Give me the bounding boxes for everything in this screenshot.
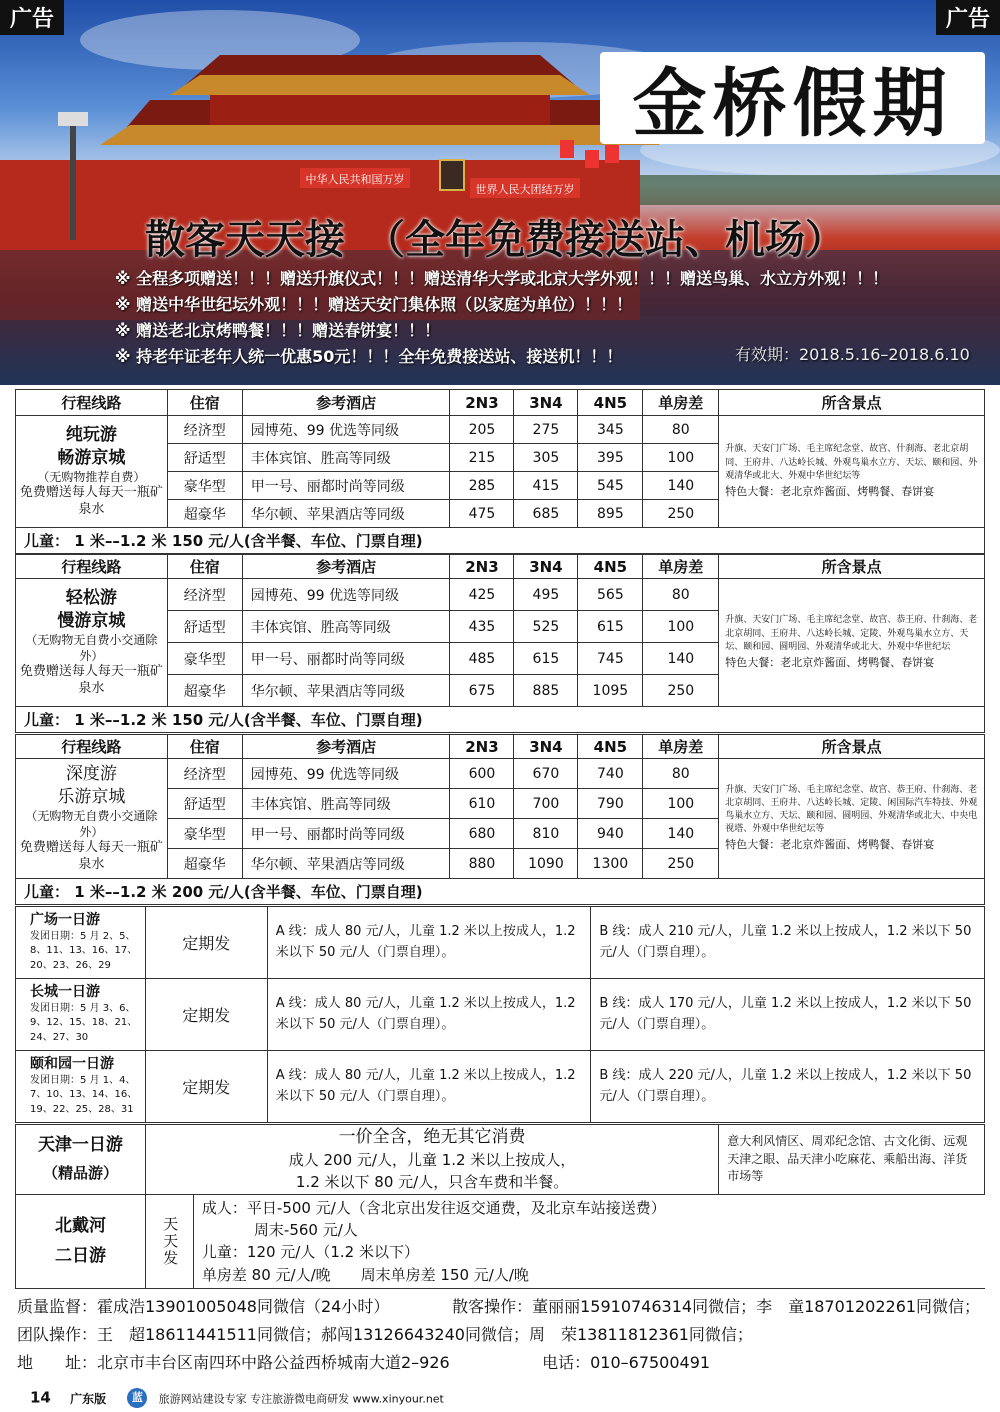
spots-cell [719, 579, 985, 707]
single-cell: 140 [643, 643, 719, 675]
footer-line [17, 1294, 980, 1317]
hotel-cell: 华尔顿、苹果酒店等同级 [242, 500, 450, 528]
price-cell: 880 [450, 849, 514, 879]
header-single: 单房差 [643, 735, 719, 759]
price-cell: 435 [450, 611, 514, 643]
hotel-cell: 华尔顿、苹果酒店等同级 [242, 675, 450, 707]
header-3n4: 3N4 [514, 735, 578, 759]
tianjin-price-cell [145, 1125, 718, 1195]
day-tour-cell [16, 907, 146, 979]
banner-sign-right: 世界人民大团结万岁 [475, 183, 575, 196]
stay-cell: 超豪华 [167, 675, 242, 707]
price-cell: 685 [514, 500, 578, 528]
header-3n4: 3N4 [514, 390, 578, 416]
table-row [16, 1051, 985, 1123]
hotel-cell: 园博苑、99 优选等同级 [242, 416, 450, 444]
banner-sign-left: 中华人民共和国万岁 [305, 173, 405, 186]
tianjin-title: 天津一日游 [37, 1135, 123, 1156]
header-4n5: 4N5 [578, 555, 643, 579]
price-cell: 565 [578, 579, 643, 611]
hotel-cell: 丰体宾馆、胜高等同级 [242, 611, 450, 643]
spots-text: 升旗、天安门广场、毛主席纪念堂、故宫、恭王府、什刹海、老北京胡同、王府井、八达岭长城、定陵、闲国际汽车特技、外观鸟巢水立方、天坛、颐和园、圆明园、外观清华或北大、中央电视塔、外观中华世纪坛等 [725, 784, 978, 835]
beidaihe-price-line: 儿童：120 元/人（1.2 米以下） [201, 1243, 419, 1262]
ad-tag-right: 广告 [936, 0, 1000, 35]
brand-logo-text: 金桥假期 [600, 52, 985, 144]
line-a-text: A 线：成人 80 元/人，儿童 1.2 米以上按成人，1.2 米以下 50 元/人（门票自理）。 [267, 979, 591, 1051]
single-cell: 250 [643, 675, 719, 707]
header-2n3: 2N3 [450, 555, 514, 579]
hotel-cell: 园博苑、99 优选等同级 [242, 759, 450, 789]
header-2n3: 2N3 [450, 735, 514, 759]
header-single: 单房差 [643, 555, 719, 579]
tianjin-slogan: 一价全含，绝无其它消费 [338, 1127, 526, 1148]
route-title: 纯玩游 [65, 424, 117, 445]
single-cell: 100 [643, 444, 719, 472]
route-note: （无购物推荐自费） [37, 469, 146, 484]
blue-logo-icon: 蓝 [127, 1388, 147, 1408]
stay-cell: 经济型 [167, 759, 242, 789]
single-cell: 140 [643, 472, 719, 500]
route-note: （无购物无自费小交通除外） [25, 808, 158, 839]
footer-line [17, 1350, 710, 1373]
price-cell: 675 [450, 675, 514, 707]
price-cell: 485 [450, 643, 514, 675]
price-cell: 885 [514, 675, 578, 707]
price-cell: 475 [450, 500, 514, 528]
hotel-cell: 甲一号、丽都时尚等同级 [242, 819, 450, 849]
edition-label: 广东版 [70, 1391, 107, 1406]
day-tour-title: 长城一日游 [30, 984, 100, 1000]
price-cell: 1300 [578, 849, 643, 879]
beidaihe-subtitle: 二日游 [54, 1246, 106, 1267]
price-cell: 615 [514, 643, 578, 675]
promo-line: ※ 持老年证老年人统一优惠50元！！！全年免费接送站、接送机！！！ [115, 347, 623, 366]
promo-line: ※ 赠送老北京烤鸭餐！！！赠送春饼宴！！！ [115, 321, 441, 340]
table-row [16, 759, 985, 789]
price-cell: 285 [450, 472, 514, 500]
promo-line: ※ 全程多项赠送！！！赠送升旗仪式！！！赠送清华大学或北京大学外观！！！赠送鸟巢、水立方外观！！！ [115, 269, 889, 288]
single-cell: 80 [643, 759, 719, 789]
phone: 电话：010–67500491 [542, 1353, 711, 1372]
header-stay: 住宿 [167, 555, 242, 579]
day-tour-dates: 发团日期：5 月 1、4、7、10、13、14、16、19、22、25、28、31 [30, 1074, 138, 1115]
spots-text: 升旗、天安门广场、毛主席纪念堂、故宫、恭王府、什刹海、老北京胡同、王府井、八达岭长城、定陵、外观鸟巢水立方、天坛、颐和园、圆明园、外观清华或北大、外观中华世纪坛 [725, 615, 978, 652]
spots-text: 升旗、天安门广场、毛主席纪念堂、故宫、什刹海、老北京胡同、王府井、八达岭长城、外观鸟巢水立方、天坛、颐和园、外观清华或北大、外观中华世纪坛等 [725, 444, 978, 481]
stay-cell: 经济型 [167, 416, 242, 444]
tianjin-table [15, 1124, 985, 1195]
price-cell: 1095 [578, 675, 643, 707]
price-cell: 670 [514, 759, 578, 789]
promo-line: ※ 赠送中华世纪坛外观！！！赠送天安门集体照（以家庭为单位）！！！ [115, 295, 633, 314]
header-single: 单房差 [643, 390, 719, 416]
price-cell: 495 [514, 579, 578, 611]
header-hotel: 参考酒店 [242, 555, 450, 579]
page-footer [30, 1388, 444, 1408]
beidaihe-table [15, 1194, 985, 1289]
tianjin-subtitle: （精品游） [42, 1163, 118, 1182]
stay-cell: 超豪华 [167, 849, 242, 879]
quality-contact: 质量监督：霍成浩13901005048同微信（24小时） [17, 1297, 390, 1316]
header-spots: 所含景点 [719, 735, 985, 759]
route-cell [16, 759, 168, 879]
day-tours-table [15, 906, 985, 1123]
price-cell: 615 [578, 611, 643, 643]
header-route: 行程线路 [16, 555, 168, 579]
meal-text: 特色大餐：老北京炸酱面、烤鸭餐、春饼宴 [725, 838, 935, 852]
price-cell: 745 [578, 643, 643, 675]
day-tour-title: 广场一日游 [30, 912, 100, 928]
hotel-cell: 甲一号、丽都时尚等同级 [242, 643, 450, 675]
header-spots: 所含景点 [719, 390, 985, 416]
route-gift: 免费赠送每人每天一瓶矿泉水 [19, 485, 163, 518]
route-subtitle: 畅游京城 [57, 447, 126, 468]
child-price-note: 儿童： 1 米––1.2 米 200 元/人(含半餐、车位、门票自理) [16, 879, 985, 905]
header-route: 行程线路 [16, 390, 168, 416]
header-route: 行程线路 [16, 735, 168, 759]
hotel-cell: 华尔顿、苹果酒店等同级 [242, 849, 450, 879]
stay-cell: 豪华型 [167, 643, 242, 675]
meal-text: 特色大餐：老北京炸酱面、烤鸭餐、春饼宴 [725, 655, 935, 669]
price-cell: 790 [578, 789, 643, 819]
stay-cell: 舒适型 [167, 789, 242, 819]
header-3n4: 3N4 [514, 555, 578, 579]
page-slogan: 旅游网站建设专家 专注旅游微电商研发 www.xinyour.net [158, 1392, 444, 1406]
day-tour-mode: 定期发 [145, 1051, 267, 1123]
header-stay: 住宿 [167, 390, 242, 416]
price-cell: 345 [578, 416, 643, 444]
stay-cell: 经济型 [167, 579, 242, 611]
single-cell: 140 [643, 819, 719, 849]
header-4n5: 4N5 [578, 735, 643, 759]
tianjin-title-cell [16, 1125, 146, 1195]
table-row [16, 416, 985, 444]
header-hotel: 参考酒店 [242, 390, 450, 416]
beidaihe-price-line: 单房差 80 元/人/晚 周末单房差 150 元/人/晚 [201, 1265, 529, 1284]
stay-cell: 舒适型 [167, 611, 242, 643]
price-cell: 1090 [514, 849, 578, 879]
single-cell: 100 [643, 611, 719, 643]
price-cell: 600 [450, 759, 514, 789]
route-gift: 免费赠送每人每天一瓶矿泉水 [19, 664, 163, 697]
beidaihe-title-cell [16, 1195, 146, 1289]
price-cell: 610 [450, 789, 514, 819]
header-stay: 住宿 [167, 735, 242, 759]
banner [0, 0, 1000, 385]
price-cell: 205 [450, 416, 514, 444]
meal-text: 特色大餐：老北京炸酱面、烤鸭餐、春饼宴 [725, 484, 935, 498]
price-cell: 415 [514, 472, 578, 500]
route-gift: 免费赠送每人每天一瓶矿泉水 [19, 840, 163, 873]
route-title: 轻松游 [65, 588, 117, 609]
single-cell: 250 [643, 849, 719, 879]
stay-cell: 豪华型 [167, 472, 242, 500]
hotel-cell: 丰体宾馆、胜高等同级 [242, 444, 450, 472]
route-subtitle: 慢游京城 [57, 611, 126, 632]
tianjin-price-line: 1.2 米以下 80 元/人，只含车费和半餐。 [295, 1172, 569, 1191]
footer-line [17, 1322, 753, 1345]
package-table-1 [15, 389, 985, 554]
page-number: 14 [30, 1388, 51, 1407]
single-cell: 100 [643, 789, 719, 819]
spots-cell [719, 759, 985, 879]
beidaihe-price-cell [193, 1195, 985, 1289]
header-4n5: 4N5 [578, 390, 643, 416]
day-tour-dates: 发团日期：5 月 3、6、9、12、15、18、21、24、27、30 [30, 1002, 138, 1043]
price-cell: 545 [578, 472, 643, 500]
route-subtitle: 乐游京城 [57, 787, 126, 808]
validity-period: 有效期：2018.5.16–2018.6.10 [735, 345, 970, 364]
package-table-2 [15, 554, 985, 733]
price-cell: 680 [450, 819, 514, 849]
day-tour-mode: 定期发 [145, 907, 267, 979]
price-cell: 215 [450, 444, 514, 472]
beidaihe-title: 北戴河 [54, 1215, 106, 1236]
tianjin-price-line: 成人 200 元/人，儿童 1.2 米以上按成人， [288, 1151, 576, 1170]
single-cell: 80 [643, 579, 719, 611]
header-hotel: 参考酒店 [242, 735, 450, 759]
price-cell: 700 [514, 789, 578, 819]
price-cell: 275 [514, 416, 578, 444]
ad-tag-left: 广告 [0, 0, 64, 35]
line-b-text: B 线：成人 170 元/人，儿童 1.2 米以上按成人，1.2 米以下 50 元/人（门票自理）。 [591, 979, 985, 1051]
price-cell: 395 [578, 444, 643, 472]
child-price-note: 儿童： 1 米––1.2 米 150 元/人(含半餐、车位、门票自理) [16, 528, 985, 554]
header-2n3: 2N3 [450, 390, 514, 416]
headline: 散客天天接 （全年免费接送站、机场） [145, 217, 845, 263]
table-row [16, 907, 985, 979]
hotel-cell: 甲一号、丽都时尚等同级 [242, 472, 450, 500]
route-cell [16, 416, 168, 528]
route-title: 深度游 [65, 764, 117, 785]
address: 地 址：北京市丰台区南四环中路公益西桥城南大道2–926 [17, 1353, 450, 1372]
hotel-cell: 园博苑、99 优选等同级 [242, 579, 450, 611]
retail-contact: 散客操作：董丽丽15910746314同微信；李 童18701202261同微信； [452, 1297, 981, 1316]
price-cell: 810 [514, 819, 578, 849]
header-spots: 所含景点 [719, 555, 985, 579]
stay-cell: 超豪华 [167, 500, 242, 528]
route-note: （无购物无自费小交通除外） [25, 632, 158, 663]
line-a-text: A 线：成人 80 元/人，儿童 1.2 米以上按成人，1.2 米以下 50 元/人（门票自理）。 [267, 1051, 591, 1123]
price-cell: 895 [578, 500, 643, 528]
hotel-cell: 丰体宾馆、胜高等同级 [242, 789, 450, 819]
package-table-3 [15, 734, 985, 905]
beidaihe-price-line: 成人：平日-500 元/人（含北京出发往返交通费，及北京车站接送费） [201, 1199, 666, 1217]
beidaihe-price-line: 周末-560 元/人 [253, 1221, 358, 1240]
price-cell: 305 [514, 444, 578, 472]
table-row [16, 579, 985, 611]
table-row [16, 979, 985, 1051]
line-a-text: A 线：成人 80 元/人，儿童 1.2 米以上按成人，1.2 米以下 50 元/人（门票自理）。 [267, 907, 591, 979]
day-tour-title: 颐和园一日游 [30, 1056, 114, 1072]
spots-cell [719, 416, 985, 528]
stay-cell: 舒适型 [167, 444, 242, 472]
day-tour-cell [16, 979, 146, 1051]
price-cell: 425 [450, 579, 514, 611]
child-price-note: 儿童： 1 米––1.2 米 150 元/人(含半餐、车位、门票自理) [16, 707, 985, 733]
line-b-text: B 线：成人 220 元/人，儿童 1.2 米以上按成人，1.2 米以下 50 元/人（门票自理）。 [591, 1051, 985, 1123]
day-tour-cell [16, 1051, 146, 1123]
team-contact: 团队操作：王 超18611441511同微信；郝闯13126643240同微信；周 荣13811812361同微信； [17, 1325, 753, 1344]
single-cell: 250 [643, 500, 719, 528]
tianjin-spots: 意大利风情区、周邓纪念馆、古文化街、远观天津之眼、品天津小吃麻花、乘船出海、洋货市场等 [719, 1125, 985, 1195]
line-b-text: B 线：成人 210 元/人，儿童 1.2 米以上按成人，1.2 米以下 50 元/人（门票自理）。 [591, 907, 985, 979]
beidaihe-mode: 天天发 [145, 1195, 193, 1289]
route-cell [16, 579, 168, 707]
stay-cell: 豪华型 [167, 819, 242, 849]
price-cell: 525 [514, 611, 578, 643]
price-cell: 740 [578, 759, 643, 789]
price-cell: 940 [578, 819, 643, 849]
day-tour-dates: 发团日期：5 月 2、5、8、11、13、16、17、20、23、26、29 [30, 930, 138, 971]
day-tour-mode: 定期发 [145, 979, 267, 1051]
single-cell: 80 [643, 416, 719, 444]
